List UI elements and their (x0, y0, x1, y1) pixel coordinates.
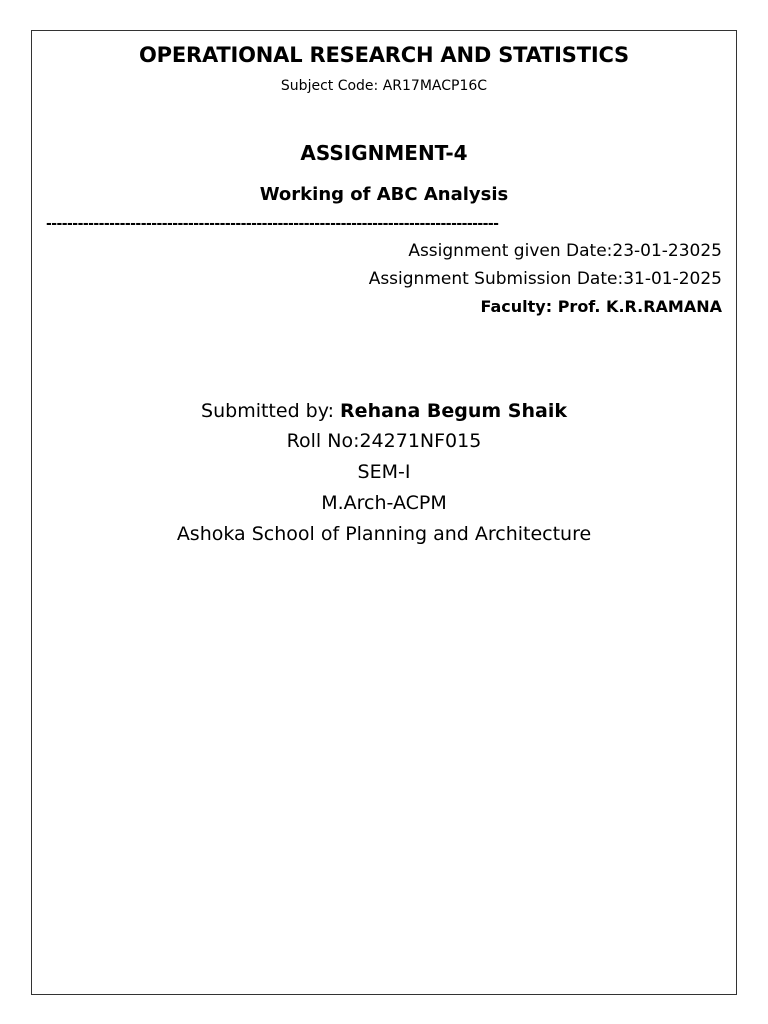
faculty-name: Faculty: Prof. K.R.RAMANA (480, 297, 722, 316)
submitted-by (0, 402, 768, 421)
student-name: Rehana Begum Shaik (340, 400, 567, 422)
assignment-given-date: Assignment given Date:23-01-23025 (408, 241, 722, 261)
assignment-topic: Working of ABC Analysis (259, 184, 509, 205)
semester: SEM-I (357, 461, 411, 483)
assignment-submission-date: Assignment Submission Date:31-01-2025 (368, 269, 722, 289)
submitted-by-label: Submitted by: (201, 400, 341, 422)
roll-number: Roll No:24271NF015 (286, 430, 482, 452)
institution-name: Ashoka School of Planning and Architecture (176, 523, 592, 545)
subject-code: Subject Code: AR17MACP16C (280, 78, 488, 94)
course-title: OPERATIONAL RESEARCH AND STATISTICS (139, 43, 629, 67)
assignment-title: ASSIGNMENT-4 (300, 141, 468, 165)
program-name: M.Arch-ACPM (321, 492, 447, 514)
dashed-divider: -------------------------------------------------------------------------------------- (46, 217, 499, 231)
